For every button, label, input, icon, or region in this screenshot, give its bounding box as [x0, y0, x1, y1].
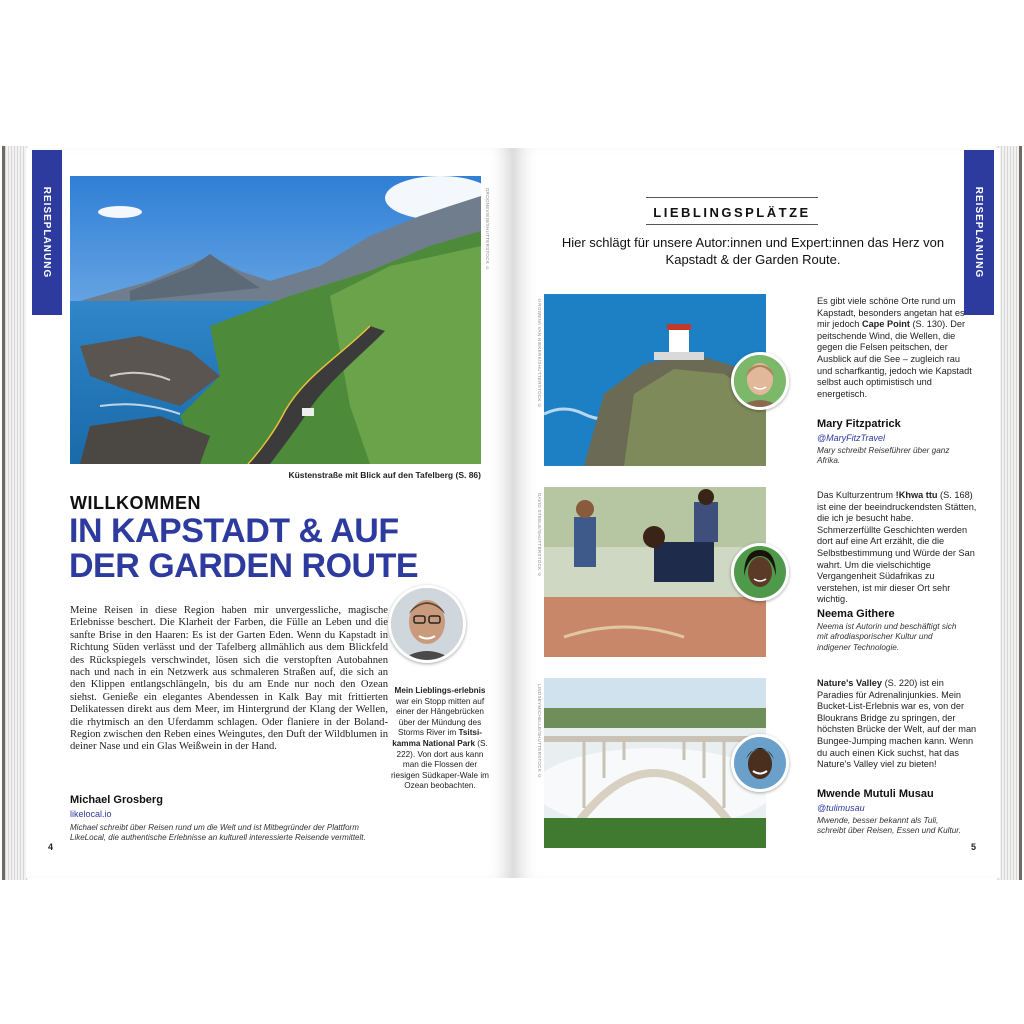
- entry-3-bio: Mwende, besser bekannt als Tuli, schreibt über Reisen, Essen und Kultur.: [817, 816, 961, 836]
- author-name: Michael Grosberg: [70, 794, 163, 806]
- title-rule-top: [646, 197, 818, 198]
- page-headline: [69, 514, 499, 584]
- entry-3-name: Mwende Mutuli Musau: [817, 788, 934, 800]
- contributor-portrait-mwende: [731, 734, 789, 792]
- entry-1-bio: Mary schreibt Reiseführer über ganz Afrika.: [817, 446, 950, 466]
- contributor-portrait-mary: [731, 352, 789, 410]
- headline-line-1: IN KAPSTADT & AUF: [69, 512, 399, 550]
- hero-photo-credit: DROONEVIEW/SHUTTERSTOCK ©: [485, 188, 490, 271]
- entry-1-handle-link[interactable]: @MaryFitzTravel: [817, 433, 885, 443]
- kicker-heading: WILLKOMMEN: [70, 493, 201, 513]
- intro-body-text: Meine Reisen in diese Region haben mir unvergessliche, magische Erlebnisse beschert. Die Klarheit der Farben, die Fülle an Leben und die sanfte Brise in den Haaren: Es ist der Garten Eden. Wenn du Kapstadt in Richtung Süden verlässt und der Tafelberg allmählich aus dem Blickfeld des Rückspiegels verschwindet, lösen sich die verstopften Autobahnen nach und nach in ein Netzwerk aus schmaleren Straßen auf, die sich an den Klippen entlangschlängeln, bis du am Ende nur noch den Ozean siehst. Genieße ein elegantes Abendessen in Kalk Bay mit frittierten Delikatessen direkt aus dem Meer, im Hintergrund der Klang der Wellen, die rhytmisch an den Uferdamm schlagen. Oder flaniere in der Boland-Region zwischen den Reben eines Weingutes, den Duft der Wildblumen in deiner Nase und ein Glas Weißwein in der Hand.: [70, 605, 388, 753]
- hero-photo-coastal-road: [70, 176, 481, 464]
- section-subtitle: Hier schlägt für unsere Autor:innen und Expert:innen das Herz von Kapstadt & der Garden Route.: [561, 235, 945, 267]
- entry-1-name: Mary Fitzpatrick: [817, 418, 901, 430]
- left-page: [26, 148, 513, 878]
- entry-1-text: Es gibt viele schöne Orte rund um Kapstadt, besonders angetan hat es mir jedoch Cape Point (S. 130). Der peitschende Wind, die Wellen, die gegen die Felsen peitschen, der Ausblick auf die See – zugleich rau und scharfkantig, jedoch wie Kapstadt selbst auch optimistisch und energetisch.: [817, 296, 972, 399]
- photo-credit-1: ©ROWENA VAN NIEKERK/SHUTTERSTOCK ©: [537, 298, 542, 409]
- entry-2-bio: Neema ist Autorin und beschäftigt sich mit afrodiasporischer Kultur und indigener Technologie.: [817, 622, 957, 652]
- section-tab-left: REISEPLANUNG: [32, 150, 62, 315]
- favorite-experience-note: Mein Lieblings-erlebnis war ein Stopp mitten auf einer der Hängebrücken über der Mündung des Storms River im Tsitsi-kamma National Park (S. 222). Von dort aus kann man die Flossen der riesigen Südkaper-Wale im Ozean beobachten.: [391, 686, 489, 791]
- author-portrait-michael: [388, 585, 466, 663]
- contributor-portrait-neema: [731, 543, 789, 601]
- headline-line-2: DER GARDEN ROUTE: [69, 547, 419, 585]
- page-number-left: 4: [48, 842, 54, 852]
- photo-credit-2: DAVID STEELE/SHUTTERSTOCK ©: [537, 493, 542, 578]
- book-page-edge-left: [2, 146, 28, 880]
- entry-3-text: Nature's Valley (S. 220) ist ein Paradies für Adrenalinjunkies. Mein Bucket-List-Erlebnis war es, von der Bloukrans Bridge zu springen, der höchsten Brücke der Welt, auf der man Bungee-Jumping machen kann. Wenn du auch einen Kick suchst, hat das Nature's Valley viel zu bieten!: [817, 678, 977, 770]
- hero-caption: Küstenstraße mit Blick auf den Tafelberg (S. 86): [288, 470, 481, 480]
- open-book: [2, 146, 1022, 882]
- title-rule-bottom: [646, 224, 818, 225]
- section-tab-right: REISEPLANUNG: [964, 150, 994, 315]
- right-page: [513, 148, 1000, 878]
- photo-credit-3: LINDSEYMICHELLE/SHUTTERSTOCK ©: [537, 684, 542, 779]
- entry-2-text: Das Kulturzentrum !Khwa ttu (S. 168) ist eine der beeindruckendsten Stätten, die ich je besucht habe. Schmerzerfüllte Geschichten werden dort auf eine Art erzählt, die die Selbstbestimmung und Würde der San wahrt. Um die vielschichtige Vergangenheit Südafrikas zu verstehen, ist mir dieser Ort sehr wichtig.: [817, 490, 977, 605]
- page-number-right: 5: [971, 842, 977, 852]
- author-website-link[interactable]: likelocal.io: [70, 809, 112, 819]
- entry-3-handle-link[interactable]: @tulimusau: [817, 803, 865, 813]
- section-title: LIEBLINGSPLÄTZE: [653, 205, 811, 220]
- author-bio: Michael schreibt über Reisen rund um die Welt und ist Mitbegründer der Plattform LikeLocal, die authentische Erlebnisse an kulturell interessierte Reisende vermittelt.: [70, 823, 366, 842]
- entry-2-name: Neema Githere: [817, 608, 895, 620]
